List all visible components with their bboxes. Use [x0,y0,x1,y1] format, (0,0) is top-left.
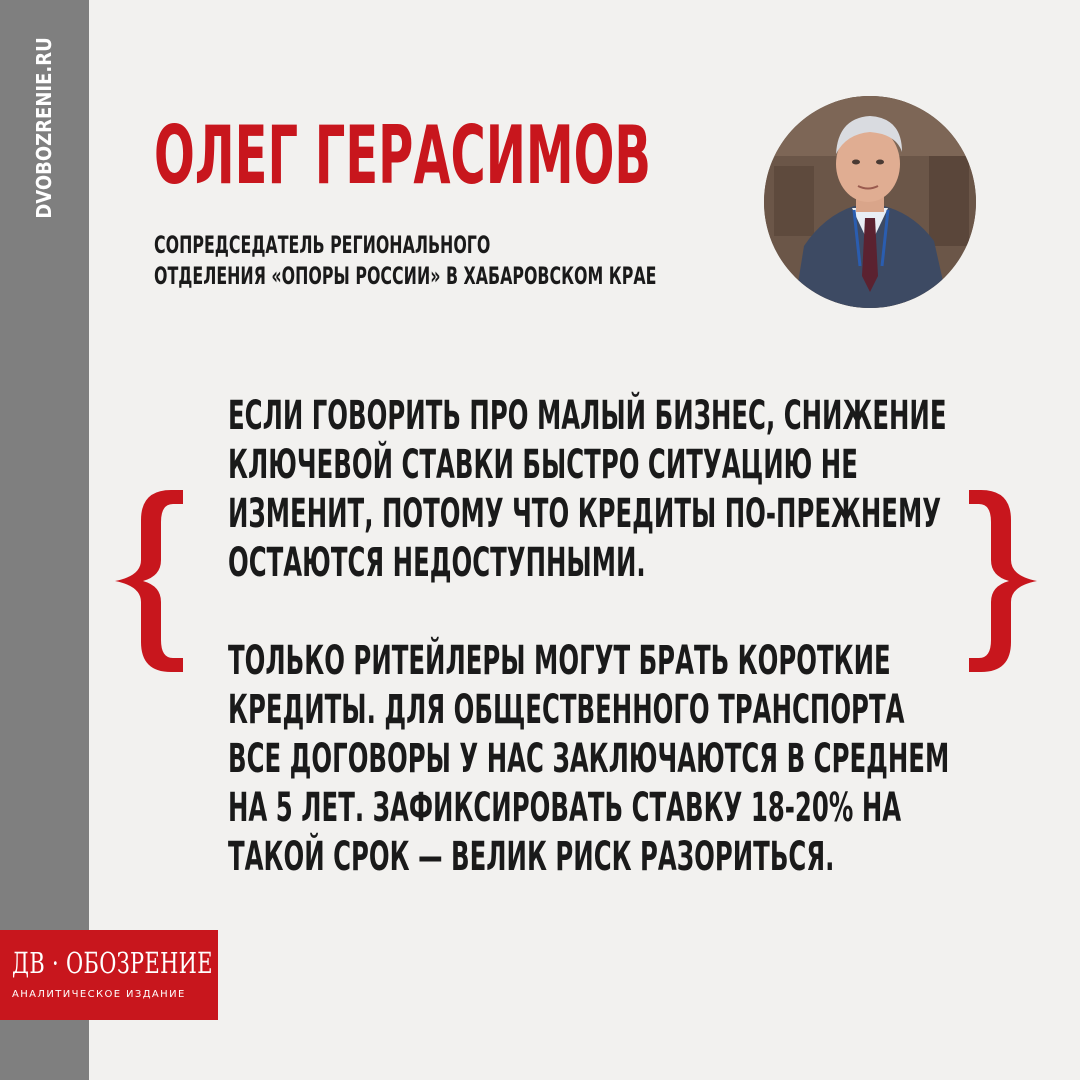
quote-line: ТОЛЬКО РИТЕЙЛЕРЫ МОГУТ БРАТЬ КОРОТКИЕ [228,638,891,684]
side-strip [0,0,89,1080]
paragraph-gap [228,588,949,637]
speaker-name: ОЛЕГ ГЕРАСИМОВ [154,109,652,202]
quote-line: ОСТАЮТСЯ НЕДОСТУПНЫМИ. [228,540,646,586]
quote-line: ЕСЛИ ГОВОРИТЬ ПРО МАЛЫЙ БИЗНЕС, СНИЖЕНИЕ [228,393,947,439]
quote-line: КЛЮЧЕВОЙ СТАВКИ БЫСТРО СИТУАЦИЮ НЕ [228,442,858,488]
left-brace-icon [115,490,187,672]
logo-subtitle: АНАЛИТИЧЕСКОЕ ИЗДАНИЕ [12,989,186,1000]
speaker-position-line: ОТДЕЛЕНИЯ «ОПОРЫ РОССИИ» В ХАБАРОВСКОМ КРАЕ [154,262,657,290]
quote-text [228,392,949,882]
quote-line: ИЗМЕНИТ, ПОТОМУ ЧТО КРЕДИТЫ ПО-ПРЕЖНЕМУ [228,491,942,537]
publication-logo[interactable] [0,930,218,1020]
right-brace-icon [965,490,1037,672]
logo-title: ДВ · ОБОЗРЕНИЕ [12,946,213,980]
quote-line: КРЕДИТЫ. ДЛЯ ОБЩЕСТВЕННОГО ТРАНСПОРТА [228,687,905,733]
quote-line: НА 5 ЛЕТ. ЗАФИКСИРОВАТЬ СТАВКУ 18-20% НА [228,785,902,831]
speaker-portrait [764,96,976,308]
quote-line: ТАКОЙ СРОК — ВЕЛИК РИСК РАЗОРИТЬСЯ. [228,834,835,880]
site-url: DVOBOZRENIE.RU [32,37,56,219]
speaker-position [154,230,656,292]
quote-line: ВСЕ ДОГОВОРЫ У НАС ЗАКЛЮЧАЮТСЯ В СРЕДНЕМ [228,736,950,782]
speaker-position-line: СОПРЕДСЕДАТЕЛЬ РЕГИОНАЛЬНОГО [154,231,491,259]
